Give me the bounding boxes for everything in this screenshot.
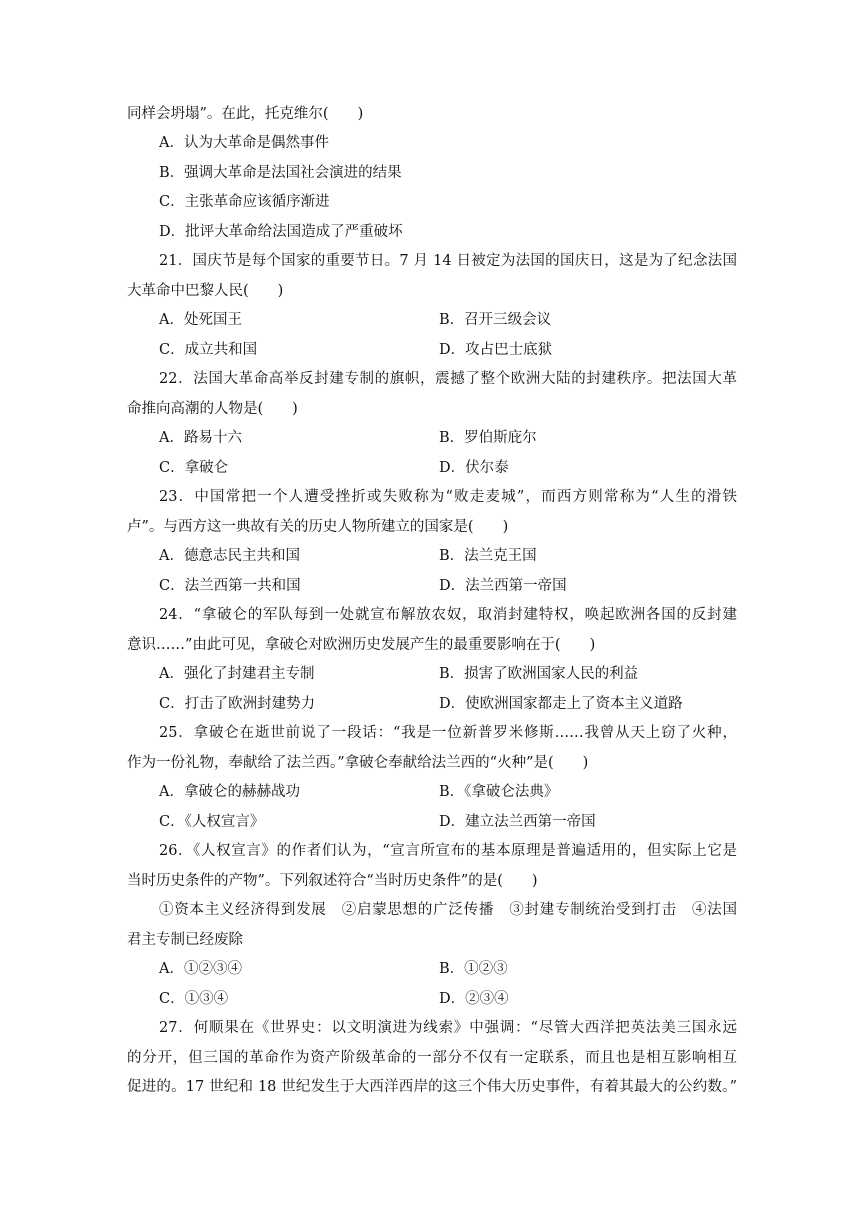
q26-stem-line2: 当时历史条件的产物”。下列叙述符合“当时历史条件”的是( ) (127, 873, 538, 889)
q20-stem-tail: 同样会坍塌”。在此，托克维尔( ) (127, 106, 364, 122)
q27-stem-line3: 促进的。17 世纪和 18 世纪发生于大西洋西岸的这三个伟大历史事件，有着其最大的公约数。” (127, 1079, 737, 1095)
q21-stem-line2: 大革命中巴黎人民( ) (127, 283, 284, 299)
q25-stem-line2: 作为一份礼物，奉献给了法兰西。”拿破仑奉献给法兰西的“火种”是( ) (127, 755, 589, 771)
q21-option-d: D．攻占巴士底狱 (439, 342, 553, 358)
q21-option-b: B．召开三级会议 (439, 312, 552, 328)
q24-option-d: D．使欧洲国家都走上了资本主义道路 (439, 696, 683, 712)
q20-option-d: D．批评大革命给法国造成了严重破坏 (159, 224, 403, 240)
q22-stem-line1: 22．法国大革命高举反封建专制的旗帜，震撼了整个欧洲大陆的封建秩序。把法国大革 (159, 371, 737, 387)
q23-stem-line2: 卢”。与西方这一典故有关的历史人物所建立的国家是( ) (127, 519, 509, 535)
q21-stem-line1: 21．国庆节是每个国家的重要节日。7 月 14 日被定为法国的国庆日，这是为了纪念法国 (159, 253, 737, 269)
q25-option-a: A．拿破仑的赫赫战功 (159, 784, 300, 800)
q22-option-b: B．罗伯斯庇尔 (439, 430, 537, 446)
q25-option-d: D．建立法兰西第一帝国 (439, 814, 596, 830)
q22-option-c: C．拿破仑 (159, 460, 229, 476)
q27-stem-line2: 的分开，但三国的革命作为资产阶级革命的一部分不仅有一定联系，而且也是相互影响相互 (127, 1050, 737, 1066)
q24-option-b: B．损害了欧洲国家人民的利益 (439, 666, 639, 682)
q23-option-b: B．法兰克王国 (439, 548, 537, 564)
q22-option-a: A．路易十六 (159, 430, 242, 446)
q24-option-c: C．打击了欧洲封建势力 (159, 696, 316, 712)
q21-option-c: C．成立共和国 (159, 342, 258, 358)
q23-option-d: D．法兰西第一帝国 (439, 578, 567, 594)
q24-stem-line1: 24．“拿破仑的军队每到一处就宣布解放农奴，取消封建特权，唤起欧洲各国的反封建 (159, 607, 737, 623)
q20-option-b: B．强调大革命是法国社会演进的结果 (159, 165, 402, 181)
q25-stem-line1: 25．拿破仑在逝世前说了一段话：“我是一位新普罗米修斯……我曾从天上窃了火种， (159, 725, 737, 741)
q26-option-c: C．①③④ (159, 991, 229, 1007)
q24-stem-line2: 意识……”由此可见，拿破仑对欧洲历史发展产生的最重要影响在于( ) (127, 637, 596, 653)
q26-option-b: B．①②③ (439, 961, 508, 977)
q26-stem-line1: 26．《人权宣言》的作者们认为，“宣言所宣布的基本原理是普遍适用的，但实际上它是 (159, 843, 737, 859)
q25-option-b: B．《拿破仑法典》 (439, 784, 559, 800)
q20-option-a: A．认为大革命是偶然事件 (159, 135, 329, 151)
q23-option-a: A．德意志民主共和国 (159, 548, 300, 564)
q26-items-line1: ①资本主义经济得到发展 ②启蒙思想的广泛传播 ③封建专制统治受到打击 ④法国 (159, 902, 737, 918)
q20-option-c: C．主张革命应该循序渐进 (159, 194, 330, 210)
q26-option-a: A．①②③④ (159, 961, 242, 977)
q27-stem-line1: 27．何顺果在《世界史：以文明演进为线索》中强调：“尽管大西洋把英法美三国永远 (159, 1020, 737, 1036)
q21-option-a: A．处死国王 (159, 312, 242, 328)
q23-option-c: C．法兰西第一共和国 (159, 578, 301, 594)
q26-option-d: D．②③④ (439, 991, 509, 1007)
q22-option-d: D．伏尔泰 (439, 460, 509, 476)
q22-stem-line2: 命推向高潮的人物是( ) (127, 401, 298, 417)
q23-stem-line1: 23．中国常把一个人遭受挫折或失败称为“败走麦城”，而西方则常称为“人生的滑铁 (159, 489, 737, 505)
q24-option-a: A．强化了封建君主专制 (159, 666, 315, 682)
q26-items-line2: 君主专制已经废除 (127, 932, 243, 948)
q25-option-c: C．《人权宣言》 (159, 814, 265, 830)
